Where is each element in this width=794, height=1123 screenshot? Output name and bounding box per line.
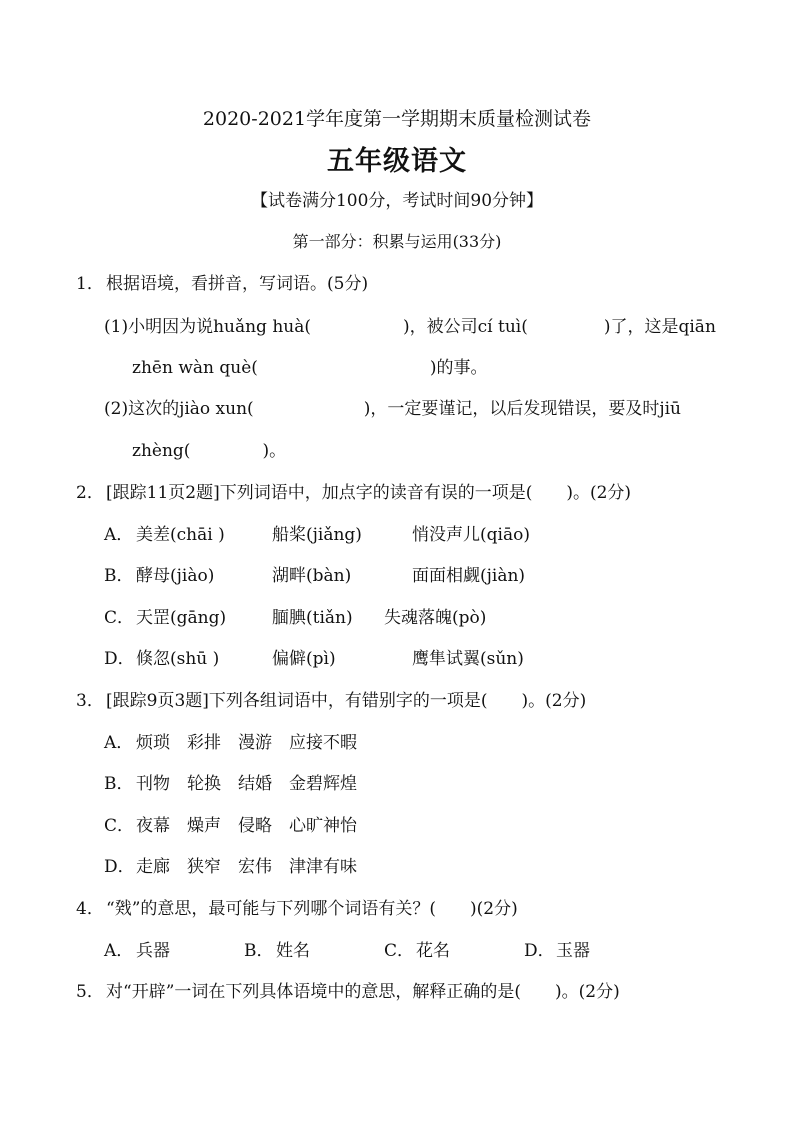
q4-option-b[interactable]	[244, 940, 310, 962]
option-item: 面面相觑(jiàn)	[412, 566, 526, 586]
q3-option-c[interactable]	[104, 815, 357, 837]
option-label: C．	[104, 816, 135, 836]
subject-title: 五年级语文	[327, 146, 467, 177]
q1-text: )，被公司cí tuì(	[403, 317, 528, 337]
q2-option-c[interactable]	[104, 607, 487, 629]
q4-options	[104, 940, 664, 962]
option-item: 倏忽(shū )	[136, 649, 220, 669]
q3-option-a[interactable]	[104, 732, 357, 754]
option-item: 悄没声儿(qiāo)	[412, 525, 530, 545]
section-heading: 第一部分：积累与运用(33分)	[292, 232, 502, 251]
question-number: 1．	[76, 274, 104, 294]
option-item: 天罡(gāng)	[136, 608, 227, 628]
option-text: 兵器	[136, 941, 170, 961]
question-number: 2．	[76, 483, 104, 503]
question-number: 5．	[76, 982, 104, 1002]
option-label: D．	[104, 649, 135, 669]
q1-part1-line2	[132, 357, 488, 379]
q1-text: zhèng(	[132, 441, 191, 461]
question-stem: 根据语境，看拼音，写词语。(5分)	[106, 274, 369, 294]
option-label: B．	[104, 774, 134, 794]
q3-option-b[interactable]	[104, 773, 357, 795]
option-item: 失魂落魄(pò)	[384, 608, 487, 628]
option-label: A．	[104, 733, 134, 753]
option-text: 姓名	[276, 941, 310, 961]
q1-text: )了，这是qiān	[603, 317, 716, 337]
question-number: 3．	[76, 691, 104, 711]
q4-option-d[interactable]	[524, 940, 590, 962]
question-5	[76, 981, 620, 1003]
q2-option-b[interactable]	[104, 565, 526, 587]
option-text: 走廊 狭窄 宏伟 津津有味	[136, 857, 357, 877]
option-label: C．	[104, 608, 135, 628]
question-4	[76, 898, 518, 920]
question-stem: “戣”的意思，最可能与下列哪个词语有关？( )(2分)	[106, 899, 518, 919]
q1-text: (1)小明因为说huǎng huà(	[104, 317, 312, 337]
q3-option-d[interactable]	[104, 856, 357, 878]
q1-text: )。	[262, 441, 287, 461]
option-item: 湖畔(bàn)	[272, 566, 352, 586]
option-label: D．	[524, 941, 555, 961]
option-text: 花名	[416, 941, 450, 961]
q1-text: zhēn wàn què(	[132, 358, 258, 378]
q1-part1-line1	[104, 316, 716, 338]
exam-note: 【试卷满分100分，考试时间90分钟】	[250, 191, 544, 211]
option-label: C．	[384, 941, 415, 961]
option-label: A．	[104, 941, 134, 961]
option-label: D．	[104, 857, 135, 877]
option-item: 鹰隼试翼(sǔn)	[412, 649, 524, 669]
option-label: A．	[104, 525, 134, 545]
q1-part2-line1	[104, 398, 681, 420]
q1-text: )的事。	[429, 358, 488, 378]
q2-option-d[interactable]	[104, 648, 524, 670]
question-stem: 对“开辟”一词在下列具体语境中的意思，解释正确的是( )。(2分)	[106, 982, 620, 1002]
question-stem: [跟踪9页3题]下列各组词语中，有错别字的一项是( )。(2分)	[106, 691, 587, 711]
q1-part2-line2	[132, 440, 286, 462]
option-item: 偏僻(pì)	[272, 649, 336, 669]
option-text: 夜幕 燥声 侵略 心旷神怡	[136, 816, 357, 836]
q4-option-a[interactable]	[104, 940, 170, 962]
option-item: 船桨(jiǎng)	[272, 525, 362, 545]
question-number: 4．	[76, 899, 104, 919]
q4-option-c[interactable]	[384, 940, 450, 962]
option-text: 烦琐 彩排 漫游 应接不暇	[136, 733, 357, 753]
option-label: B．	[104, 566, 134, 586]
q1-text: )，一定要谨记，以后发现错误，要及时jiū	[363, 399, 681, 419]
option-item: 美差(chāi )	[136, 525, 225, 545]
exam-title: 2020-2021学年度第一学期期末质量检测试卷	[202, 108, 592, 130]
question-2	[76, 482, 631, 504]
q2-option-a[interactable]	[104, 524, 530, 546]
option-text: 玉器	[556, 941, 590, 961]
option-item: 腼腆(tiǎn)	[272, 608, 353, 628]
option-text: 刊物 轮换 结婚 金碧辉煌	[136, 774, 357, 794]
question-3	[76, 690, 586, 712]
q1-text: (2)这次的jiào xun(	[104, 399, 254, 419]
option-label: B．	[244, 941, 274, 961]
question-1	[76, 273, 368, 295]
option-item: 酵母(jiào)	[136, 566, 215, 586]
question-stem: [跟踪11页2题]下列词语中，加点字的读音有误的一项是( )。(2分)	[106, 483, 632, 503]
